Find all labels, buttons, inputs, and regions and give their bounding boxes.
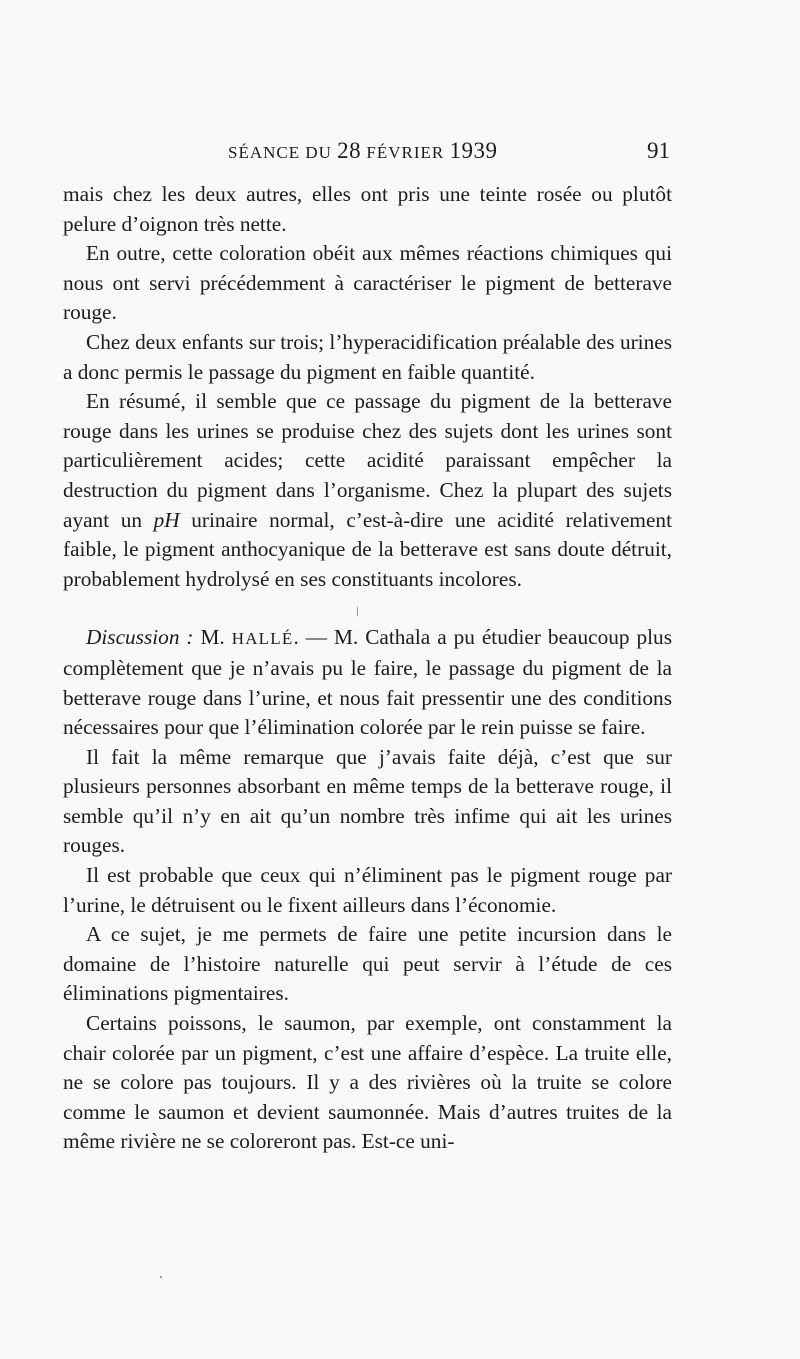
paragraph-children: Chez deux enfants sur trois; l’hyperacidification préalable des urines a donc permis le passage du pigment en faible quantité. <box>63 329 672 384</box>
discussion-label: Discussion : <box>86 625 194 650</box>
paragraph-summary <box>63 387 672 594</box>
summary-text-a: En résumé, il semble que ce passage du pigment de la betterave rouge dans les urines se produise chez des sujets dont les urines sont particulièrement acides; cette acidité paraissant empêcher la destruction du pigment dans l’organisme. Chez la plupart des sujets ayant un <box>63 389 672 532</box>
discussion-speaker: HALLÉ <box>231 629 294 649</box>
running-title-year: 1939 <box>449 138 498 163</box>
body-text <box>63 180 672 1157</box>
running-title-month: FÉVRIER <box>361 143 450 162</box>
discussion-speaker-prefix: M. <box>193 625 232 650</box>
page-number: 91 <box>647 138 670 163</box>
ph-term: pH <box>153 507 180 532</box>
paragraph-remark: Il fait la même remarque que j’avais faite déjà, c’est que sur plusieurs personnes absorbant en même temps de la betterave rouge, il semble qu’il n’y en ait qu’un nombre très infime qui ait les urines rouges. <box>63 744 672 858</box>
paragraph-fish: Certains poissons, le saumon, par exemple, ont constamment la chair colorée par un pigment, c’est une affaire d’espèce. La truite elle, ne se colore pas toujours. Il y a des rivières où la truite se colore comme le saumon et devient saumonnée. Mais d’autres truites de la même rivière ne se coloreront pas. Est-ce uni- <box>63 1011 672 1154</box>
paragraph-coloration: En outre, cette coloration obéit aux mêmes réactions chimiques qui nous ont servi précédemment à caractériser le pigment de betterave rouge. <box>63 241 672 325</box>
running-header <box>228 134 670 168</box>
paragraph-probable: Il est probable que ceux qui n’éliminent pas le pigment rouge par l’urine, le détruisent ou le fixent ailleurs dans l’économie. <box>63 863 672 917</box>
paragraph-discussion <box>63 623 672 742</box>
paragraph-continuation: mais chez les deux autres, elles ont pris une teinte rosée ou plutôt pelure d’oignon très nette. <box>63 182 672 236</box>
print-speck <box>160 1276 162 1278</box>
paragraph-natural-history: A ce sujet, je me permets de faire une petite incursion dans le domaine de l’histoire naturelle qui peut servir à l’étude de ces éliminations pigmentaires. <box>63 922 672 1006</box>
running-title <box>228 138 498 164</box>
print-speck <box>357 607 358 616</box>
summary-text-b: urinaire normal, c’est-à-dire une acidité relativement faible, le pigment anthocyanique de la betterave est sans doute détruit, probablement hydrolysé en ses constituants incolores. <box>63 507 672 591</box>
running-title-prefix: SÉANCE DU <box>228 143 338 162</box>
discussion-text: . — M. Cathala a pu étudier beaucoup plus complètement que je n’avais pu le faire, le passage du pigment de la betterave rouge dans l’urine, et nous fait pressentir une des conditions nécessaires pour que l’élimination colorée par le rein puisse se faire. <box>63 625 672 740</box>
running-title-date: 28 <box>337 138 362 163</box>
